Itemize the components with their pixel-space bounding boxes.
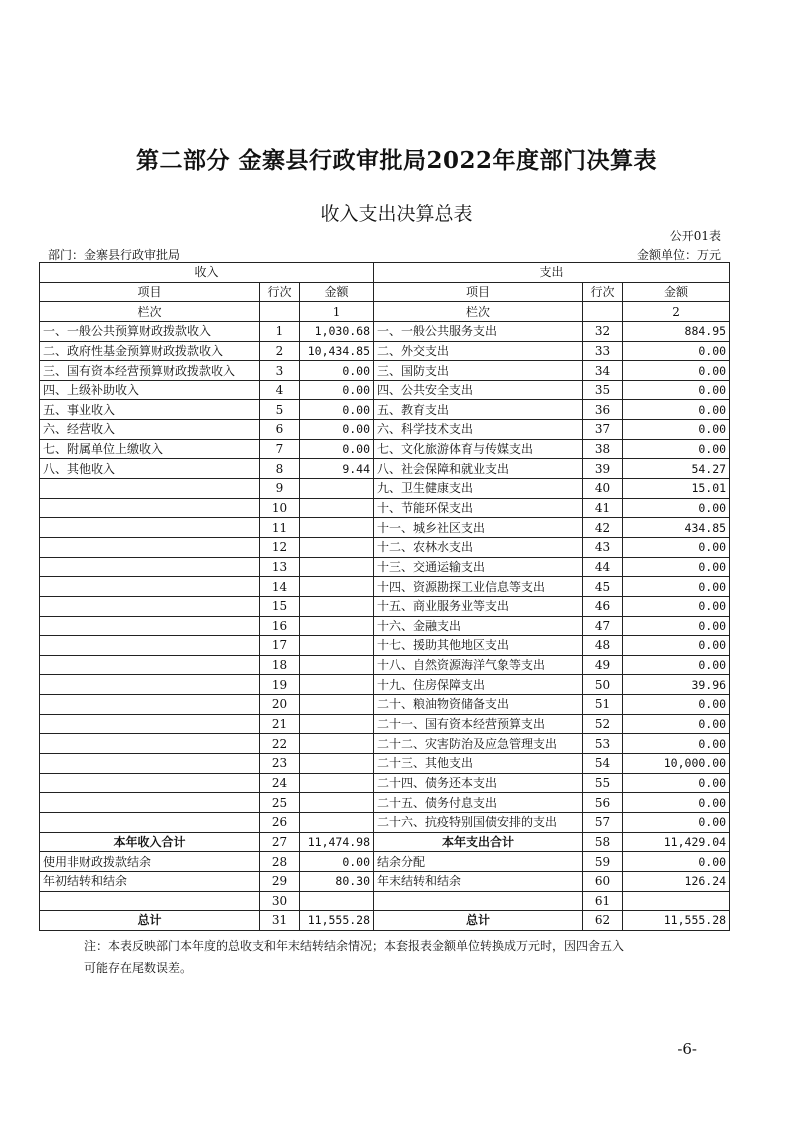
income-line-cell: 29 [260,871,300,891]
income-line-cell: 5 [260,400,300,420]
income-item-cell [40,479,260,499]
income-amount-cell [300,734,374,754]
income-amount-cell [300,773,374,793]
expense-item-cell: 十二、农林水支出 [374,537,583,557]
income-item-cell: 七、附属单位上缴收入 [40,439,260,459]
expense-amount-cell: 0.00 [623,852,730,872]
income-line-cell: 9 [260,479,300,499]
income-item-cell [40,675,260,695]
income-line-cell: 31 [260,911,300,931]
expense-line-cell: 60 [583,871,623,891]
income-amount-cell: 80.30 [300,871,374,891]
expense-item-cell: 二十、粮油物资储备支出 [374,695,583,715]
expense-line-cell: 40 [583,479,623,499]
income-item-cell [40,754,260,774]
income-line-cell: 24 [260,773,300,793]
income-amount-cell [300,655,374,675]
income-expense-table [39,262,730,931]
expense-amount-cell: 0.00 [623,695,730,715]
expense-item-cell: 十五、商业服务业等支出 [374,596,583,616]
page-title: 第二部分 金寨县行政审批局2022年度部门决算表 [135,147,658,174]
table-row [40,577,730,597]
expense-line-cell: 54 [583,754,623,774]
expense-item-cell: 本年支出合计 [374,832,583,852]
footnote [84,935,724,979]
income-line-cell: 1 [260,321,300,341]
table-title: 收入支出决算总表 [320,203,473,225]
expense-item-cell: 七、文化旅游体育与传媒支出 [374,439,583,459]
income-amount-cell [300,754,374,774]
income-line-cell: 7 [260,439,300,459]
income-amount-cell [300,714,374,734]
unit-label: 金额单位：万元 [636,248,721,262]
income-amount-cell [300,812,374,832]
income-section-header: 收入 [40,263,374,283]
expense-line-cell: 48 [583,636,623,656]
income-line-cell: 3 [260,361,300,381]
table-row [40,537,730,557]
expense-item-cell: 十八、自然资源海洋气象等支出 [374,655,583,675]
expense-line-cell: 34 [583,361,623,381]
expense-line-cell: 56 [583,793,623,813]
table-row [40,655,730,675]
table-row [40,498,730,518]
expense-item-cell: 一、一般公共服务支出 [374,321,583,341]
table-row [40,695,730,715]
income-item-cell: 本年收入合计 [40,832,260,852]
expense-line-cell: 50 [583,675,623,695]
header-row-columns [40,282,730,302]
income-item-cell [40,636,260,656]
income-item-cell: 六、经营收入 [40,420,260,440]
table-row [40,341,730,361]
income-line-cell: 20 [260,695,300,715]
income-line-cell: 21 [260,714,300,734]
expense-item-cell: 二、外交支出 [374,341,583,361]
expense-line-cell: 33 [583,341,623,361]
income-line-cell: 8 [260,459,300,479]
expense-line-cell: 43 [583,537,623,557]
table-row [40,616,730,636]
expense-column-number: 2 [623,302,730,322]
table-row [40,911,730,931]
income-amount-cell: 9.44 [300,459,374,479]
expense-item-cell: 二十三、其他支出 [374,754,583,774]
income-item-cell: 五、事业收入 [40,400,260,420]
header-row-column-numbers [40,302,730,322]
table-row [40,734,730,754]
expense-item-cell: 十九、住房保障支出 [374,675,583,695]
income-line-cell: 12 [260,537,300,557]
expense-amount-cell: 0.00 [623,498,730,518]
expense-line-cell: 45 [583,577,623,597]
income-item-cell [40,518,260,538]
department-label: 部门：金寨县行政审批局 [48,248,181,262]
income-item-cell [40,577,260,597]
table-row [40,812,730,832]
income-item-cell: 年初结转和结余 [40,871,260,891]
income-line-cell: 2 [260,341,300,361]
expense-item-cell: 五、教育支出 [374,400,583,420]
expense-item-cell: 二十五、债务付息支出 [374,793,583,813]
income-amount-cell: 0.00 [300,420,374,440]
income-line-cell: 22 [260,734,300,754]
expense-item-cell: 二十一、国有资本经营预算支出 [374,714,583,734]
income-amount-cell [300,479,374,499]
table-row [40,361,730,381]
income-item-header: 项目 [40,282,260,302]
income-amount-cell: 0.00 [300,852,374,872]
income-item-cell [40,734,260,754]
expense-amount-cell: 10,000.00 [623,754,730,774]
table-row [40,380,730,400]
expense-amount-cell: 0.00 [623,616,730,636]
table-row [40,793,730,813]
expense-amount-cell: 0.00 [623,577,730,597]
income-amount-cell [300,518,374,538]
income-item-cell [40,557,260,577]
income-amount-cell [300,793,374,813]
expense-line-cell: 49 [583,655,623,675]
income-line-cell: 11 [260,518,300,538]
income-amount-cell: 0.00 [300,361,374,381]
expense-item-cell: 二十二、灾害防治及应急管理支出 [374,734,583,754]
expense-line-cell: 51 [583,695,623,715]
table-row [40,871,730,891]
expense-amount-cell: 0.00 [623,773,730,793]
income-item-cell [40,596,260,616]
table-row [40,459,730,479]
expense-amount-cell: 0.00 [623,400,730,420]
income-amount-cell [300,596,374,616]
table-row [40,852,730,872]
expense-amount-cell: 0.00 [623,537,730,557]
expense-amount-cell: 884.95 [623,321,730,341]
expense-amount-cell: 0.00 [623,734,730,754]
table-row [40,439,730,459]
income-column-label: 栏次 [40,302,260,322]
income-amount-header: 金额 [300,282,374,302]
expense-item-cell: 十七、援助其他地区支出 [374,636,583,656]
income-amount-cell [300,675,374,695]
income-line-cell: 25 [260,793,300,813]
expense-amount-cell: 0.00 [623,439,730,459]
income-amount-cell: 1,030.68 [300,321,374,341]
expense-item-header: 项目 [374,282,583,302]
income-amount-cell [300,891,374,911]
income-line-cell: 4 [260,380,300,400]
income-line-cell: 23 [260,754,300,774]
expense-line-cell: 55 [583,773,623,793]
expense-item-cell: 年末结转和结余 [374,871,583,891]
income-amount-cell [300,616,374,636]
income-line-cell: 14 [260,577,300,597]
income-item-cell [40,891,260,911]
expense-amount-cell: 54.27 [623,459,730,479]
income-column-number: 1 [300,302,374,322]
expense-item-cell: 四、公共安全支出 [374,380,583,400]
expense-line-cell: 35 [583,380,623,400]
expense-amount-cell: 434.85 [623,518,730,538]
income-amount-cell [300,498,374,518]
income-line-cell: 26 [260,812,300,832]
expense-item-cell: 十、节能环保支出 [374,498,583,518]
income-item-cell: 八、其他收入 [40,459,260,479]
income-item-cell: 使用非财政拨款结余 [40,852,260,872]
income-amount-cell [300,577,374,597]
income-line-cell: 13 [260,557,300,577]
table-row [40,675,730,695]
expense-amount-cell: 0.00 [623,557,730,577]
expense-amount-cell: 0.00 [623,812,730,832]
expense-amount-cell: 11,429.04 [623,832,730,852]
page-number: -6- [677,1040,697,1058]
income-line-header: 行次 [260,282,300,302]
income-item-cell [40,616,260,636]
income-amount-cell: 0.00 [300,380,374,400]
table-row [40,773,730,793]
expense-amount-cell: 0.00 [623,361,730,381]
expense-column-label: 栏次 [374,302,583,322]
income-item-cell [40,695,260,715]
income-amount-cell: 11,555.28 [300,911,374,931]
expense-item-cell: 十四、资源勘探工业信息等支出 [374,577,583,597]
table-row [40,479,730,499]
footnote-line-1: 注：本表反映部门本年度的总收支和年末结转结余情况；本套报表金额单位转换成万元时，因四舍五入 [84,939,625,953]
expense-amount-cell: 15.01 [623,479,730,499]
income-item-cell [40,498,260,518]
expense-line-cell: 41 [583,498,623,518]
expense-item-cell: 三、国防支出 [374,361,583,381]
table-row [40,596,730,616]
income-line-cell: 19 [260,675,300,695]
expense-line-cell: 57 [583,812,623,832]
expense-line-cell: 58 [583,832,623,852]
expense-item-cell: 总计 [374,911,583,931]
income-item-cell [40,714,260,734]
income-line-cell: 15 [260,596,300,616]
income-amount-cell: 11,474.98 [300,832,374,852]
expense-amount-cell [623,891,730,911]
table-row [40,891,730,911]
income-line-cell: 16 [260,616,300,636]
expense-amount-cell: 0.00 [623,420,730,440]
income-item-cell: 三、国有资本经营预算财政拨款收入 [40,361,260,381]
expense-line-cell: 42 [583,518,623,538]
expense-amount-cell: 0.00 [623,596,730,616]
expense-item-cell: 二十六、抗疫特别国债安排的支出 [374,812,583,832]
expense-line-cell: 38 [583,439,623,459]
expense-item-cell: 二十四、债务还本支出 [374,773,583,793]
expense-amount-cell: 39.96 [623,675,730,695]
expense-line-cell: 46 [583,596,623,616]
income-amount-cell: 0.00 [300,400,374,420]
expense-amount-cell: 0.00 [623,655,730,675]
expense-item-cell: 九、卫生健康支出 [374,479,583,499]
expense-line-cell: 52 [583,714,623,734]
income-amount-cell [300,695,374,715]
footnote-line-2: 可能存在尾数误差。 [84,961,193,975]
expense-line-cell: 36 [583,400,623,420]
expense-amount-cell: 0.00 [623,380,730,400]
income-line-cell: 10 [260,498,300,518]
table-row [40,518,730,538]
expense-item-cell: 十一、城乡社区支出 [374,518,583,538]
table-row [40,714,730,734]
expense-amount-cell: 0.00 [623,793,730,813]
income-item-cell [40,537,260,557]
expense-amount-cell: 0.00 [623,636,730,656]
income-line-cell: 17 [260,636,300,656]
expense-line-cell: 59 [583,852,623,872]
table-row [40,754,730,774]
income-amount-cell: 10,434.85 [300,341,374,361]
expense-line-header: 行次 [583,282,623,302]
expense-amount-cell: 126.24 [623,871,730,891]
income-item-cell [40,793,260,813]
expense-line-cell: 61 [583,891,623,911]
income-item-cell [40,655,260,675]
expense-item-cell: 十三、交通运输支出 [374,557,583,577]
income-amount-cell [300,636,374,656]
expense-item-cell: 十六、金融支出 [374,616,583,636]
expense-line-cell: 44 [583,557,623,577]
expense-line-cell: 53 [583,734,623,754]
income-item-cell: 二、政府性基金预算财政拨款收入 [40,341,260,361]
expense-item-cell: 八、社会保障和就业支出 [374,459,583,479]
expense-line-cell: 37 [583,420,623,440]
income-column-line-blank [260,302,300,322]
income-amount-cell: 0.00 [300,439,374,459]
income-line-cell: 27 [260,832,300,852]
income-line-cell: 18 [260,655,300,675]
expense-line-cell: 39 [583,459,623,479]
expense-column-line-blank [583,302,623,322]
expense-item-cell [374,891,583,911]
expense-amount-cell: 0.00 [623,714,730,734]
income-item-cell: 总计 [40,911,260,931]
income-item-cell: 一、一般公共预算财政拨款收入 [40,321,260,341]
income-item-cell [40,812,260,832]
income-line-cell: 6 [260,420,300,440]
income-amount-cell [300,537,374,557]
header-row-sections [40,263,730,283]
expense-item-cell: 六、科学技术支出 [374,420,583,440]
table-row [40,832,730,852]
income-line-cell: 28 [260,852,300,872]
table-row [40,636,730,656]
income-amount-cell [300,557,374,577]
table-row [40,557,730,577]
expense-amount-cell: 11,555.28 [623,911,730,931]
table-row [40,420,730,440]
expense-line-cell: 32 [583,321,623,341]
table-row [40,321,730,341]
expense-section-header: 支出 [374,263,730,283]
income-item-cell: 四、上级补助收入 [40,380,260,400]
income-line-cell: 30 [260,891,300,911]
expense-line-cell: 47 [583,616,623,636]
table-row [40,400,730,420]
expense-item-cell: 结余分配 [374,852,583,872]
income-item-cell [40,773,260,793]
expense-line-cell: 62 [583,911,623,931]
expense-amount-header: 金额 [623,282,730,302]
form-code: 公开01表 [669,229,721,243]
expense-amount-cell: 0.00 [623,341,730,361]
